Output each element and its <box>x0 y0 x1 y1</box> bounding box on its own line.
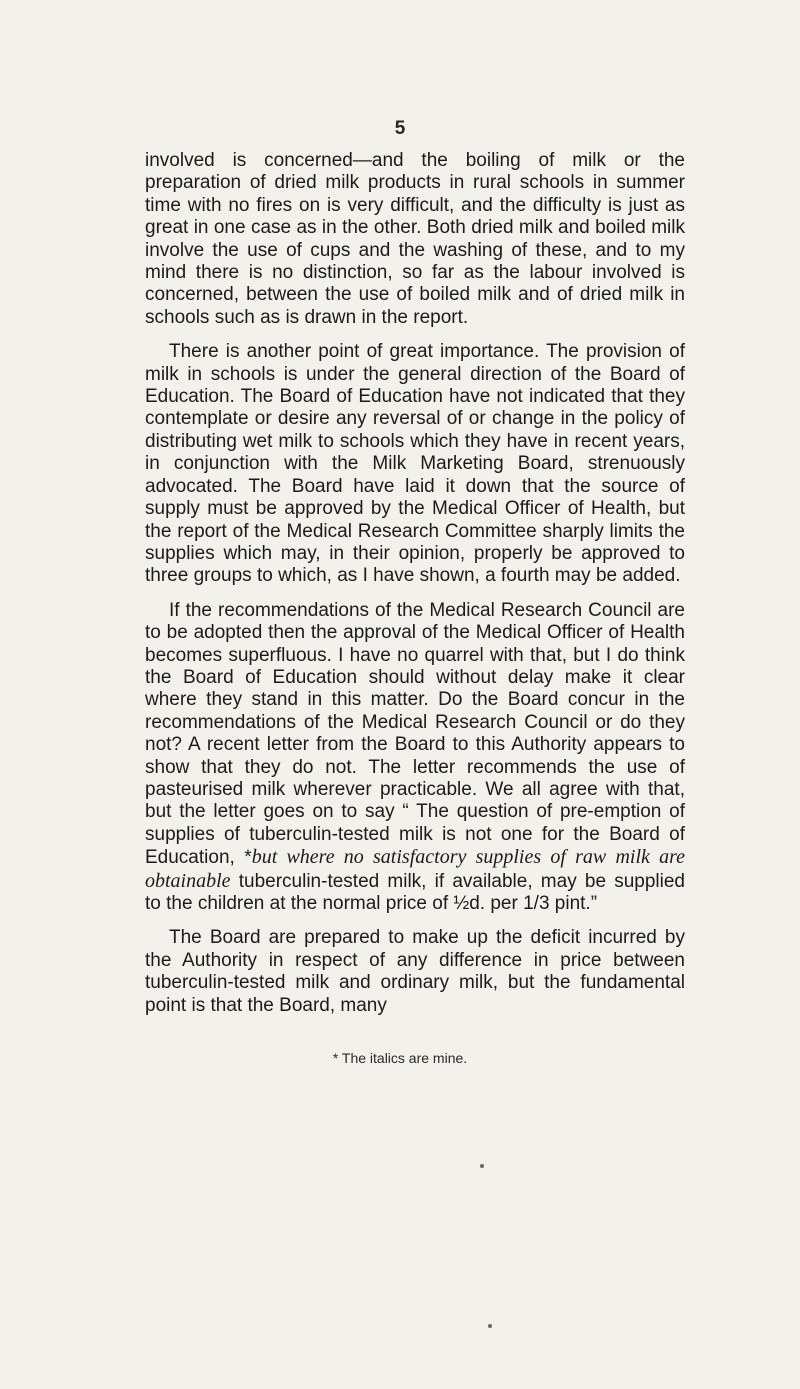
paper-speck <box>488 1324 492 1328</box>
paragraph-3-italic-text: but where no satisfactory supplies of raw milk are obtainable <box>145 846 686 892</box>
paragraph-2: There is another point of great importance. The provision of milk in schools is under the general direction of the Board of Education. The Board of Education have not indicated that they contemplate or desire any reversal of or change in the policy of distributing wet milk to schools which they have in recent years, in conjunction with the Milk Marketing Board, strenuously advocated. The Board have laid it down that the source of supply must be approved by the Medical Officer of Health, but the report of the Medical Research Committee sharply limits the supplies which may, in their opinion, properly be approved to three groups to which, as I have shown, a fourth may be added. <box>145 341 685 587</box>
paragraph-4: The Board are prepared to make up the deficit incurred by the Authority in respect of any difference in price between tuberculin-tested milk and ordinary milk, but the fundamental point is that the Board, many <box>145 927 685 1016</box>
paragraph-3-text-after: tuberculin-tested milk, if available, may be supplied to the children at the normal price of ½d. per 1/3 pint.” <box>145 870 685 914</box>
paper-speck <box>480 1164 484 1168</box>
body-text <box>145 150 685 1029</box>
footnote: * The italics are mine. <box>332 1050 468 1066</box>
paragraph-3-text-before: If the recommendations of the Medical Research Council are to be adopted then the approval of the Medical Officer of Health becomes superfluous. I have no quarrel with that, but I do think the Board of Education should without delay make it clear where they stand in this matter. Do the Board concur in the recommendations of the Medical Research Council or do they not? A recent letter from the Board to this Authority appears to show that they do not. The letter recommends the use of pasteurised milk wherever practicable. We all agree with that, but the letter goes on to say “ The question of pre-emption of supplies of tuberculin-tested milk is not one for the Board of Education, * <box>145 599 685 869</box>
paragraph-3 <box>145 600 685 916</box>
page-number: 5 <box>394 118 406 139</box>
paragraph-1: involved is concerned—and the boiling of milk or the preparation of dried milk products in rural schools in summer time with no fires on is very difficult, and the difficulty is just as great in one case as in the other. Both dried milk and boiled milk involve the use of cups and the washing of these, and to my mind there is no distinction, so far as the labour involved is concerned, between the use of boiled milk and of dried milk in schools such as is drawn in the report. <box>145 150 685 328</box>
